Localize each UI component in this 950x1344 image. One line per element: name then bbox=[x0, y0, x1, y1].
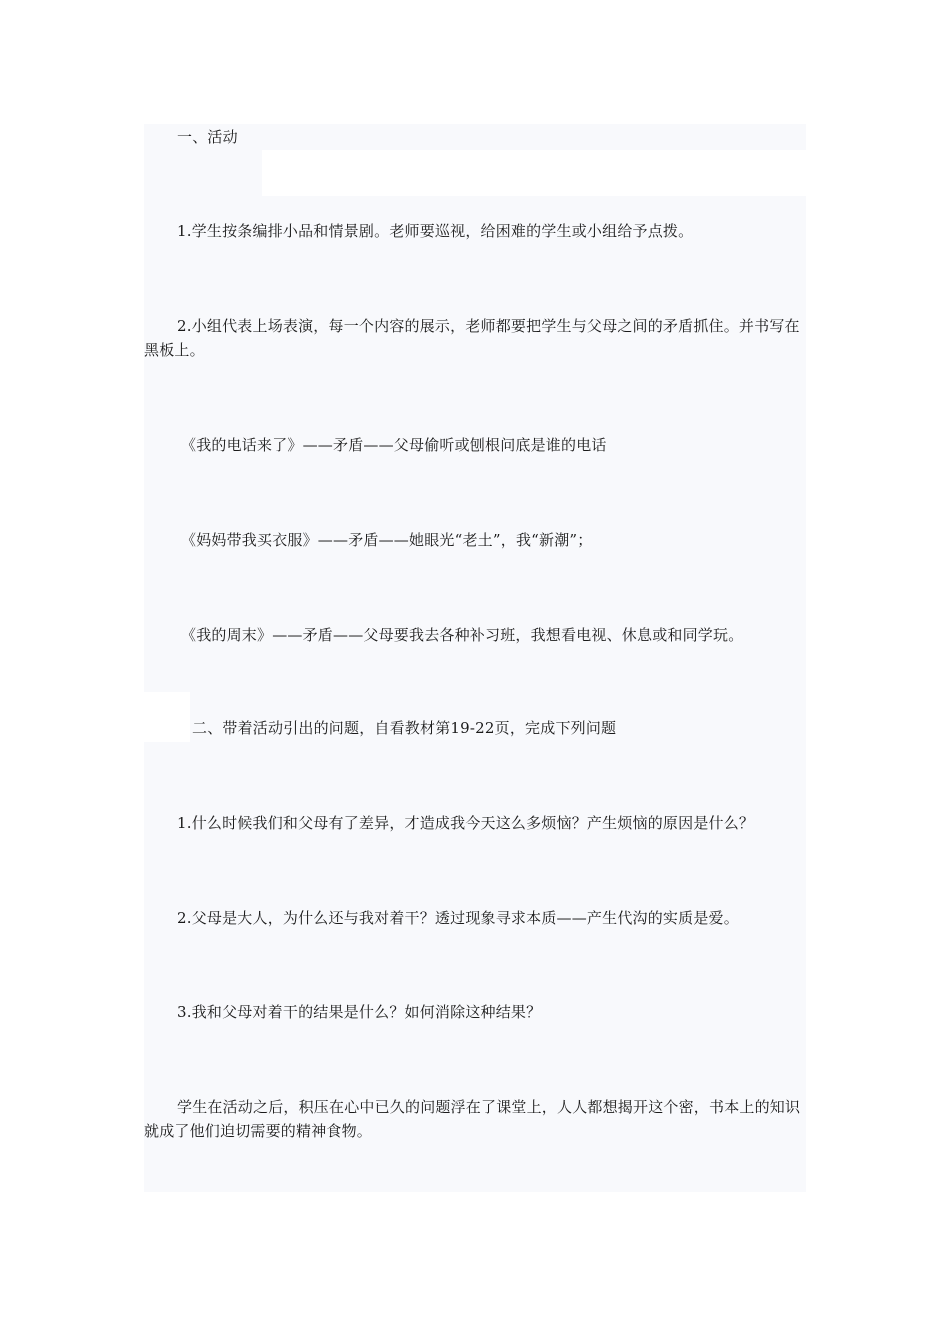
skit-1: 《我的电话来了》——矛盾——父母偷听或刨根问底是谁的电话 bbox=[181, 436, 607, 454]
section2-question-2: 2.父母是大人，为什么还与我对着干？透过现象寻求本质——产生代沟的实质是爱。 bbox=[177, 909, 739, 927]
section1-heading: 一、活动 bbox=[177, 128, 238, 146]
section2-question-3: 3.我和父母对着干的结果是什么？如何消除这种结果？ bbox=[177, 1003, 542, 1021]
skit-3: 《我的周末》——矛盾——父母要我去各种补习班，我想看电视、休息或和同学玩。 bbox=[181, 626, 744, 644]
content-background-top-left bbox=[144, 150, 262, 196]
section1-item-1: 1.学生按条编排小品和情景剧。老师要巡视，给困难的学生或小组给予点拨。 bbox=[177, 222, 694, 240]
closing-paragraph: 学生在活动之后，积压在心中已久的问题浮在了课堂上，人人都想揭开这个密，书本上的知识就成了他们迫切需要的精神食物。 bbox=[144, 1098, 801, 1140]
section2-heading: 二、带着活动引出的问题，自看教材第19-22页，完成下列问题 bbox=[192, 719, 617, 737]
skit-2: 《妈妈带我买衣服》——矛盾——她眼光“老土”，我“新潮”； bbox=[181, 531, 593, 549]
section2-question-1: 1.什么时候我们和父母有了差异，才造成我今天这么多烦恼？产生烦恼的原因是什么？ bbox=[177, 814, 755, 832]
section1-item-2: 2.小组代表上场表演，每一个内容的展示，老师都要把学生与父母之间的矛盾抓住。并书写在黑板上。 bbox=[144, 317, 800, 359]
